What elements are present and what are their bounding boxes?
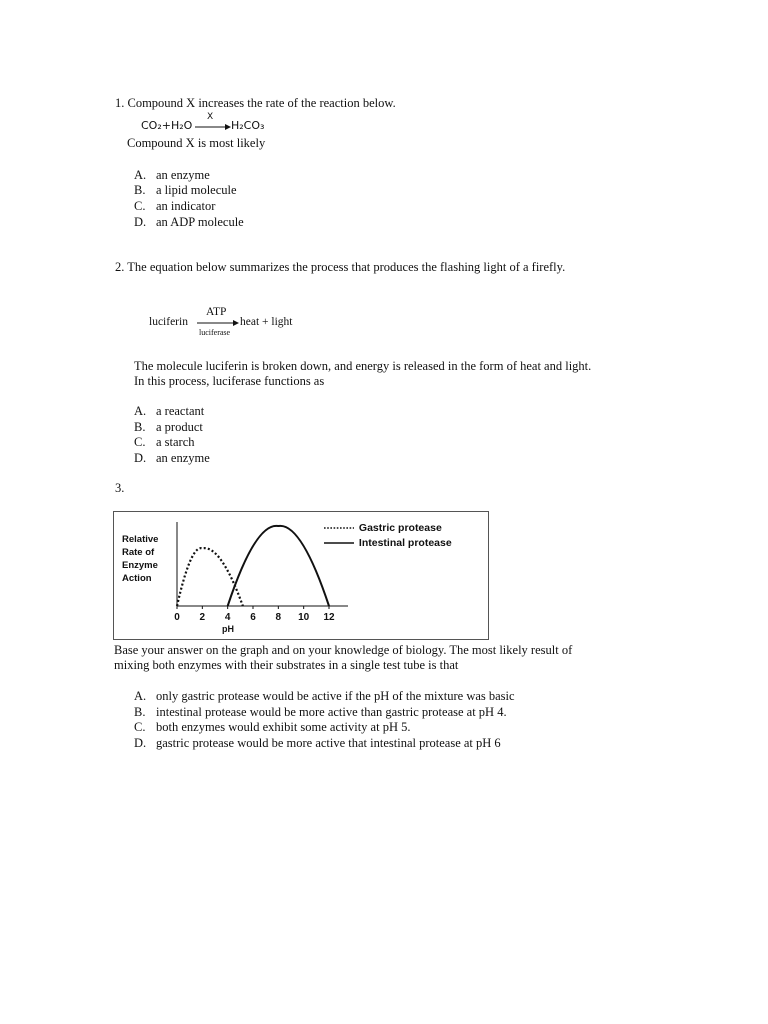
q2-arrow-bottom: luciferase [199,328,231,337]
option-text: intestinal protease would be more active than gastric protease at pH 4. [156,705,507,719]
y-axis-label-line: Relative [122,534,159,545]
dotted-line-icon [324,525,356,531]
q2-option-a[interactable] [134,404,204,419]
q3-stem-line1: Base your answer on the graph and on your knowledge of biology. The most likely result of [114,643,573,657]
option-letter: C. [134,720,146,734]
q3-number: 3. [115,481,125,495]
x-axis-label: pH [222,624,234,634]
option-letter: D. [134,215,147,229]
gastric-protease-curve [177,548,243,606]
chart-legend [324,521,452,551]
q2-stem-line2: In this process, luciferase functions as [134,374,325,388]
q1-stem: Compound X is most likely [127,136,266,150]
x-tick-label: 6 [250,612,256,623]
option-letter: D. [134,736,147,750]
q1-equation [141,114,281,136]
option-text: a reactant [156,404,205,418]
y-axis-label-line: Enzyme [122,560,158,571]
option-letter: C. [134,435,146,449]
option-text: an enzyme [156,451,210,465]
option-text: both enzymes would exhibit some activity at pH 5. [156,720,411,734]
q1-option-d[interactable] [134,215,244,230]
reaction-arrow-icon [195,123,231,131]
q2-equation-right: heat + light [240,316,293,328]
option-letter: A. [134,168,147,182]
q2-option-d[interactable] [134,451,210,466]
q3-stem-line2: mixing both enzymes with their substrates in a single test tube is that [114,658,459,672]
q2-arrow-top: ATP [206,306,227,318]
x-tick-label: 8 [275,612,282,623]
option-text: only gastric protease would be active if the pH of the mixture was basic [156,689,515,703]
option-letter: A. [134,404,147,418]
q2-equation-left: luciferin [149,316,188,328]
legend-label: Intestinal protease [358,537,452,549]
q2-option-c[interactable] [134,435,195,450]
x-tick-label: 10 [298,612,310,623]
q3-option-a[interactable] [134,689,515,704]
option-text: a starch [156,435,195,449]
option-text: an indicator [156,199,216,213]
x-tick-label: 2 [199,612,206,623]
q1-equation-right: H₂CO₃ [231,119,265,132]
option-letter: B. [134,420,146,434]
option-text: gastric protease would be more active that intestinal protease at pH 6 [156,736,501,750]
q1-option-b[interactable] [134,183,237,198]
option-text: an ADP molecule [156,215,244,229]
option-letter: C. [134,199,146,213]
x-tick-label: 4 [224,612,231,623]
reaction-arrow-icon [197,319,239,327]
q1-option-c[interactable] [134,199,215,214]
option-letter: B. [134,183,146,197]
y-axis-label-line: Action [122,573,152,584]
option-letter: D. [134,451,147,465]
legend-label: Gastric protease [358,522,442,534]
option-letter: A. [134,689,147,703]
option-text: a product [156,420,203,434]
q1-option-a[interactable] [134,168,210,183]
q3-option-b[interactable] [134,705,507,720]
option-text: an enzyme [156,168,210,182]
q1-arrow-label: X [207,112,214,122]
option-text: a lipid molecule [156,183,237,197]
solid-line-icon [324,540,356,546]
enzyme-activity-graph [113,511,489,640]
legend-item-intestinal [324,536,452,551]
q1-equation-left: CO₂+H₂O [141,119,193,132]
legend-item-gastric [324,521,452,536]
y-axis-label-line: Rate of [122,547,155,558]
x-tick-label: 0 [174,612,180,623]
q2-stem-line1: The molecule luciferin is broken down, and energy is released in the form of heat and light. [134,359,592,373]
option-letter: B. [134,705,146,719]
q2-prompt: 2. The equation below summarizes the process that produces the flashing light of a firefly. [115,260,566,274]
q3-option-c[interactable] [134,720,410,735]
q1-prompt: 1. Compound X increases the rate of the reaction below. [115,96,396,110]
q2-equation [149,306,319,340]
x-tick-label: 12 [323,612,335,623]
q3-option-d[interactable] [134,736,501,751]
q2-option-b[interactable] [134,420,203,435]
intestinal-protease-curve [228,526,329,606]
